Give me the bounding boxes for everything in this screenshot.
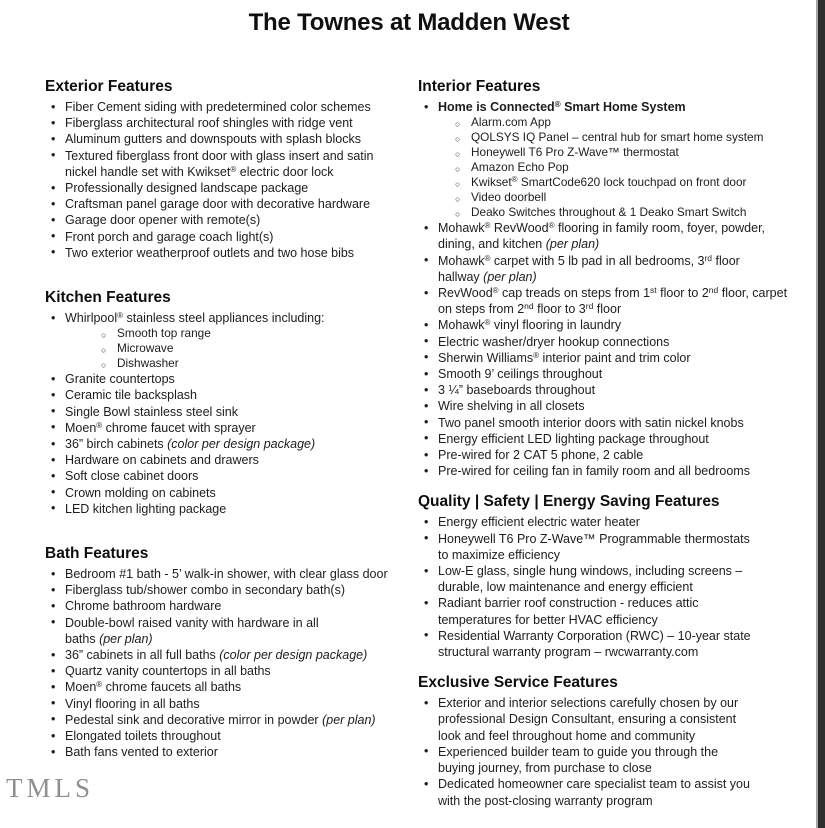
bullet-icon: • bbox=[424, 382, 429, 397]
feature-item-text: Home is Connected® Smart Home System bbox=[438, 100, 686, 114]
sub-item-text: Deako Switches throughout & 1 Deako Smart Switch bbox=[471, 205, 747, 220]
circle-icon: ○ bbox=[455, 194, 461, 205]
circle-icon: ○ bbox=[101, 360, 107, 371]
feature-item bbox=[418, 253, 817, 285]
feature-item-text: Double-bowl raised vanity with hardware in all baths (per plan) bbox=[65, 615, 319, 646]
feature-item bbox=[418, 334, 817, 350]
feature-item-text: Ceramic tile backsplash bbox=[65, 388, 197, 403]
section-heading: Bath Features bbox=[45, 545, 149, 563]
feature-item bbox=[418, 514, 817, 530]
feature-section bbox=[45, 77, 407, 261]
feature-item-text: RevWood® cap treads on steps from 1st floor to 2nd floor, carpet on steps from 2nd floor to 3rd floor bbox=[438, 285, 788, 317]
feature-item bbox=[418, 285, 817, 317]
feature-section bbox=[418, 492, 817, 660]
feature-item-text: Fiberglass architectural roof shingles with ridge vent bbox=[65, 116, 353, 131]
feature-item-text: Moen® chrome faucet with sprayer bbox=[65, 420, 256, 435]
bullet-icon: • bbox=[51, 663, 56, 678]
feature-section bbox=[45, 544, 407, 760]
sub-item-text: Microwave bbox=[117, 341, 174, 356]
bullet-icon: • bbox=[51, 196, 56, 211]
bullet-icon: • bbox=[51, 212, 56, 227]
feature-item-text: Professionally designed landscape package bbox=[65, 181, 309, 196]
sub-item-text: Dishwasher bbox=[117, 356, 179, 371]
feature-item-text: Vinyl flooring in all baths bbox=[65, 696, 200, 711]
circle-icon: ○ bbox=[455, 164, 461, 175]
feature-item-text: Textured fiberglass front door with glass insert and satin nickel handle set with Kwikset® electric door lock bbox=[65, 148, 374, 179]
feature-item bbox=[418, 415, 817, 431]
circle-icon: ○ bbox=[455, 209, 461, 220]
bullet-icon: • bbox=[51, 115, 56, 130]
section-heading: Exterior Features bbox=[45, 78, 173, 95]
feature-item bbox=[45, 420, 407, 436]
feature-item bbox=[418, 398, 817, 414]
feature-list bbox=[418, 695, 817, 808]
circle-icon: ○ bbox=[101, 330, 107, 341]
feature-item-text: Residential Warranty Corporation (RWC) – 10-year state structural warranty program – rwcwarranty.com bbox=[438, 628, 751, 660]
circle-icon: ○ bbox=[455, 149, 461, 160]
feature-item-text: Soft close cabinet doors bbox=[65, 469, 199, 484]
feature-list bbox=[418, 514, 817, 660]
column-right bbox=[418, 77, 817, 822]
feature-item-text: 36” cabinets in all full baths (color per design package) bbox=[65, 648, 368, 663]
feature-item-text: Fiberglass tub/shower combo in secondary bath(s) bbox=[65, 583, 345, 598]
feature-item bbox=[45, 371, 407, 387]
circle-icon: ○ bbox=[455, 179, 461, 190]
bullet-icon: • bbox=[424, 628, 429, 643]
feature-item-text: Mohawk® carpet with 5 lb pad in all bedrooms, 3rd floor hallway (per plan) bbox=[438, 252, 740, 284]
bullet-icon: • bbox=[424, 776, 429, 791]
bullet-icon: • bbox=[51, 615, 56, 630]
bullet-icon: • bbox=[51, 696, 56, 711]
feature-item-text: Pedestal sink and decorative mirror in powder (per plan) bbox=[65, 712, 376, 727]
feature-item bbox=[45, 387, 407, 403]
feature-item bbox=[418, 317, 817, 333]
bullet-icon: • bbox=[51, 598, 56, 613]
feature-item bbox=[418, 350, 817, 366]
feature-item-text: Experienced builder team to guide you through the buying journey, from purchase to close bbox=[438, 744, 719, 776]
feature-item-text: Crown molding on cabinets bbox=[65, 485, 216, 500]
feature-item-text: Pre-wired for 2 CAT 5 phone, 2 cable bbox=[438, 448, 644, 463]
page-title: The Townes at Madden West bbox=[248, 9, 570, 36]
feature-item-text: Two panel smooth interior doors with satin nickel knobs bbox=[438, 415, 744, 430]
feature-item-text: Sherwin Williams® interior paint and trim color bbox=[438, 350, 691, 365]
bullet-icon: • bbox=[424, 398, 429, 413]
feature-item bbox=[45, 212, 407, 228]
bullet-icon: • bbox=[424, 431, 429, 446]
bullet-icon: • bbox=[51, 728, 56, 743]
circle-icon: ○ bbox=[455, 119, 461, 130]
feature-item bbox=[45, 180, 407, 196]
bullet-icon: • bbox=[51, 468, 56, 483]
feature-item bbox=[45, 582, 407, 598]
feature-item bbox=[418, 366, 817, 382]
feature-item bbox=[418, 563, 817, 595]
feature-item bbox=[45, 615, 407, 647]
feature-list bbox=[45, 566, 407, 760]
feature-section bbox=[418, 77, 817, 479]
bullet-icon: • bbox=[51, 245, 56, 260]
bullet-icon: • bbox=[51, 566, 56, 581]
bullet-icon: • bbox=[424, 531, 429, 546]
feature-item-text: Hardware on cabinets and drawers bbox=[65, 453, 259, 468]
sub-item-text: Honeywell T6 Pro Z-Wave™ thermostat bbox=[471, 145, 679, 160]
feature-list bbox=[418, 99, 817, 479]
feature-item bbox=[45, 728, 407, 744]
feature-item-text: Low-E glass, single hung windows, including screens – durable, low maintenance and energy efficient bbox=[438, 564, 743, 595]
sub-feature-list bbox=[101, 326, 407, 371]
sub-feature-item bbox=[455, 130, 817, 145]
bullet-icon: • bbox=[51, 180, 56, 195]
feature-item bbox=[45, 404, 407, 420]
column-left bbox=[45, 77, 407, 788]
feature-item-text: 3 ¼” baseboards throughout bbox=[438, 383, 596, 398]
feature-item bbox=[45, 598, 407, 614]
sub-feature-item bbox=[101, 356, 407, 371]
feature-item-text: Craftsman panel garage door with decorative hardware bbox=[65, 197, 371, 212]
feature-item bbox=[418, 431, 817, 447]
bullet-icon: • bbox=[51, 712, 56, 727]
bullet-icon: • bbox=[51, 679, 56, 694]
feature-item bbox=[418, 744, 817, 776]
sub-feature-item bbox=[455, 190, 817, 205]
feature-item-text: 36” birch cabinets (color per design package) bbox=[65, 437, 316, 452]
feature-item-text: Energy efficient electric water heater bbox=[438, 515, 640, 530]
feature-item bbox=[45, 485, 407, 501]
feature-item bbox=[418, 776, 817, 808]
bullet-icon: • bbox=[424, 350, 429, 365]
feature-item bbox=[45, 148, 407, 180]
bullet-icon: • bbox=[51, 452, 56, 467]
feature-item bbox=[45, 744, 407, 760]
sub-feature-item bbox=[101, 341, 407, 356]
bullet-icon: • bbox=[51, 647, 56, 662]
sub-item-text: Smooth top range bbox=[117, 326, 211, 341]
feature-item bbox=[45, 663, 407, 679]
bullet-icon: • bbox=[51, 436, 56, 451]
bullet-icon: • bbox=[51, 501, 56, 516]
feature-item-text: Dedicated homeowner care specialist team to assist you with the post-closing warranty program bbox=[438, 777, 750, 808]
bullet-icon: • bbox=[424, 366, 429, 381]
feature-item-text: Wire shelving in all closets bbox=[438, 399, 585, 414]
feature-item bbox=[45, 436, 407, 452]
feature-item bbox=[45, 712, 407, 728]
feature-item-text: Single Bowl stainless steel sink bbox=[65, 404, 238, 419]
bullet-icon: • bbox=[424, 514, 429, 529]
feature-item-text: Chrome bathroom hardware bbox=[65, 599, 222, 614]
sub-feature-item bbox=[455, 115, 817, 130]
bullet-icon: • bbox=[51, 310, 56, 325]
circle-icon: ○ bbox=[455, 134, 461, 145]
feature-item-text: Smooth 9’ ceilings throughout bbox=[438, 367, 603, 382]
sub-item-text: Kwikset® SmartCode620 lock touchpad on front door bbox=[471, 175, 747, 190]
feature-item bbox=[45, 696, 407, 712]
bullet-icon: • bbox=[51, 387, 56, 402]
feature-list bbox=[45, 99, 407, 261]
feature-item bbox=[418, 695, 817, 744]
bullet-icon: • bbox=[424, 285, 429, 300]
feature-item-text: Moen® chrome faucets all baths bbox=[65, 680, 242, 695]
scan-edge-bar bbox=[816, 0, 825, 828]
bullet-icon: • bbox=[424, 253, 429, 268]
feature-item bbox=[45, 196, 407, 212]
feature-item bbox=[418, 628, 817, 660]
bullet-icon: • bbox=[51, 229, 56, 244]
bullet-icon: • bbox=[424, 595, 429, 610]
bullet-icon: • bbox=[51, 485, 56, 500]
feature-item bbox=[45, 679, 407, 695]
feature-item bbox=[45, 468, 407, 484]
feature-item bbox=[45, 245, 407, 261]
bullet-icon: • bbox=[424, 220, 429, 235]
feature-item-text: Fiber Cement siding with predetermined color schemes bbox=[65, 100, 371, 114]
sub-item-text: QOLSYS IQ Panel – central hub for smart home system bbox=[471, 130, 764, 145]
feature-item-text: Honeywell T6 Pro Z-Wave™ Programmable thermostats to maximize efficiency bbox=[438, 531, 750, 562]
feature-list bbox=[45, 310, 407, 517]
sub-feature-list bbox=[455, 115, 817, 220]
feature-item-text: Aluminum gutters and downspouts with splash blocks bbox=[65, 132, 361, 147]
bullet-icon: • bbox=[51, 744, 56, 759]
feature-item-text: Radiant barrier roof construction - reduces attic temperatures for better HVAC efficiency bbox=[438, 596, 699, 627]
feature-item-text: LED kitchen lighting package bbox=[65, 501, 227, 516]
feature-item bbox=[45, 647, 407, 663]
feature-section bbox=[45, 288, 407, 517]
bullet-icon: • bbox=[424, 563, 429, 578]
bullet-icon: • bbox=[424, 415, 429, 430]
feature-item bbox=[45, 310, 407, 371]
feature-item-text: Whirlpool® stainless steel appliances including: bbox=[65, 311, 325, 326]
bullet-icon: • bbox=[424, 447, 429, 462]
section-heading: Quality | Safety | Energy Saving Features bbox=[418, 493, 720, 511]
feature-item bbox=[45, 566, 407, 582]
feature-item-text: Electric washer/dryer hookup connections bbox=[438, 334, 670, 349]
feature-item-text: Pre-wired for ceiling fan in family room and all bedrooms bbox=[438, 464, 750, 479]
feature-item bbox=[418, 447, 817, 463]
bullet-icon: • bbox=[424, 99, 429, 114]
sub-feature-item bbox=[455, 205, 817, 220]
bullet-icon: • bbox=[51, 131, 56, 146]
sub-item-text: Amazon Echo Pop bbox=[471, 160, 569, 175]
sub-feature-item bbox=[455, 145, 817, 160]
feature-item bbox=[418, 595, 817, 627]
feature-section bbox=[418, 673, 817, 808]
feature-item bbox=[418, 531, 817, 563]
bullet-icon: • bbox=[424, 334, 429, 349]
feature-item bbox=[45, 501, 407, 517]
feature-item bbox=[418, 220, 817, 252]
feature-item-text: Exterior and interior selections carefully chosen by our professional Design Consultant, ensuring a consistent look and feel throughout home and community bbox=[438, 696, 739, 743]
feature-item-text: Two exterior weatherproof outlets and two hose bibs bbox=[65, 245, 355, 260]
sub-feature-item bbox=[101, 326, 407, 341]
feature-item-text: Quartz vanity countertops in all baths bbox=[65, 664, 271, 679]
bullet-icon: • bbox=[51, 99, 56, 114]
feature-item bbox=[418, 99, 817, 220]
sub-feature-item bbox=[455, 160, 817, 175]
circle-icon: ○ bbox=[101, 345, 107, 356]
feature-item-text: Mohawk® vinyl flooring in laundry bbox=[438, 318, 622, 333]
feature-item-text: Bath fans vented to exterior bbox=[65, 745, 218, 760]
feature-item bbox=[45, 99, 407, 115]
bullet-icon: • bbox=[51, 148, 56, 163]
feature-item bbox=[45, 131, 407, 147]
feature-item bbox=[418, 382, 817, 398]
feature-item-text: Granite countertops bbox=[65, 372, 175, 387]
bullet-icon: • bbox=[424, 695, 429, 710]
bullet-icon: • bbox=[51, 582, 56, 597]
feature-item-text: Garage door opener with remote(s) bbox=[65, 213, 261, 228]
feature-item bbox=[45, 229, 407, 245]
tmls-watermark: TMLS bbox=[6, 773, 95, 803]
section-heading: Exclusive Service Features bbox=[418, 674, 618, 692]
feature-item-text: Mohawk® RevWood® flooring in family room, foyer, powder, dining, and kitchen (per plan) bbox=[438, 221, 766, 252]
feature-item-text: Bedroom #1 bath - 5’ walk-in shower, with clear glass door bbox=[65, 567, 388, 582]
section-heading: Interior Features bbox=[418, 78, 541, 95]
bullet-icon: • bbox=[424, 463, 429, 478]
sub-item-text: Alarm.com App bbox=[471, 115, 551, 130]
feature-item bbox=[45, 115, 407, 131]
sub-item-text: Video doorbell bbox=[471, 190, 547, 205]
feature-item bbox=[45, 452, 407, 468]
feature-item-text: Front porch and garage coach light(s) bbox=[65, 229, 274, 244]
bullet-icon: • bbox=[424, 744, 429, 759]
section-heading: Kitchen Features bbox=[45, 289, 171, 307]
bullet-icon: • bbox=[51, 404, 56, 419]
sub-feature-item bbox=[455, 175, 817, 190]
bullet-icon: • bbox=[51, 371, 56, 386]
feature-item-text: Elongated toilets throughout bbox=[65, 729, 221, 744]
feature-item bbox=[418, 463, 817, 479]
bullet-icon: • bbox=[51, 420, 56, 435]
bullet-icon: • bbox=[424, 317, 429, 332]
feature-item-text: Energy efficient LED lighting package throughout bbox=[438, 431, 709, 446]
